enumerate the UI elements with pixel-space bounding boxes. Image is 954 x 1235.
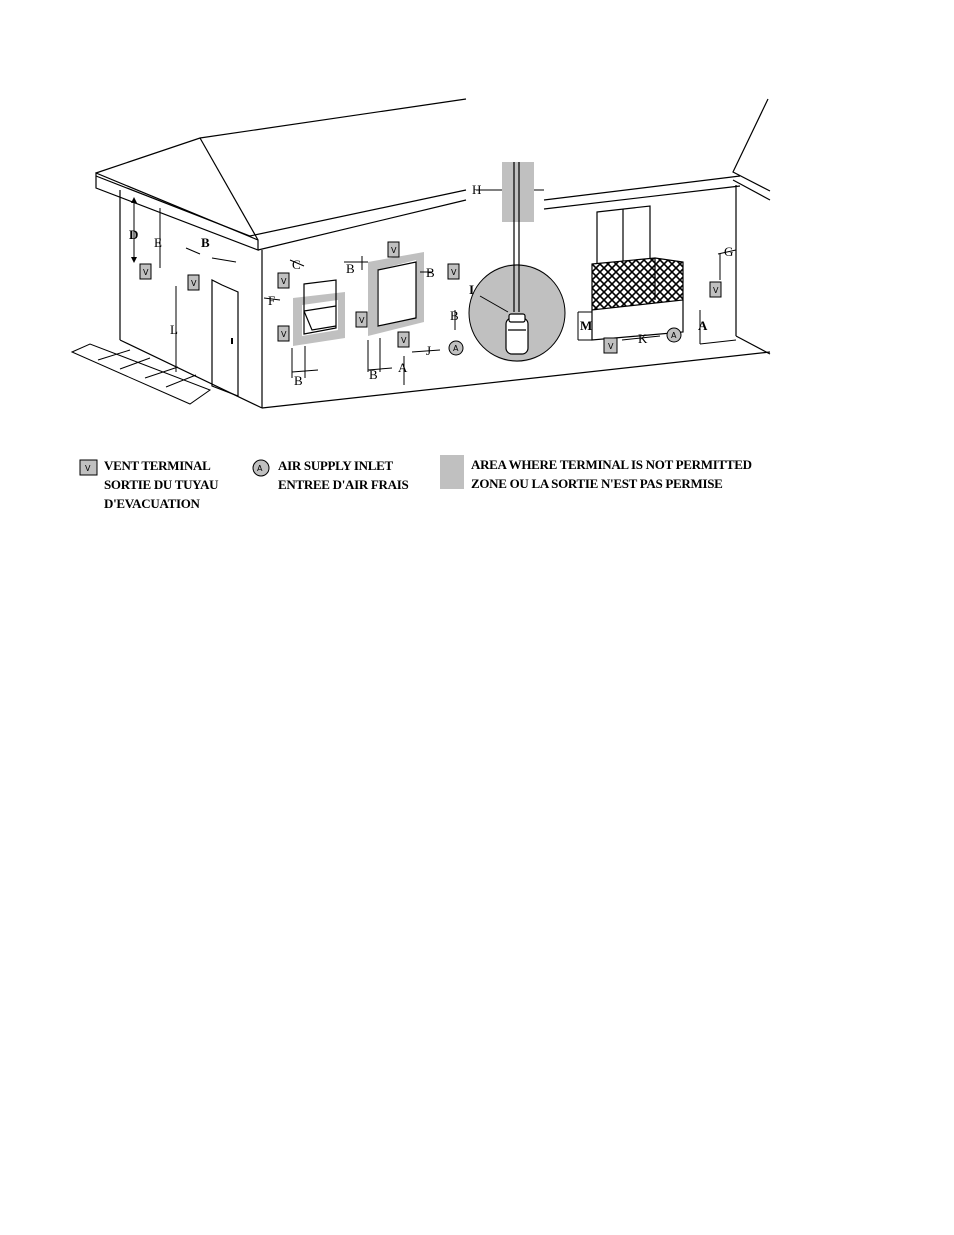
svg-text:V: V bbox=[85, 464, 91, 473]
balcony bbox=[592, 206, 683, 340]
vent-terminal-icon bbox=[398, 332, 409, 347]
label-b-2: B bbox=[294, 373, 303, 388]
ground bbox=[72, 344, 210, 404]
label-l: L bbox=[170, 322, 178, 337]
svg-text:V: V bbox=[451, 268, 457, 277]
legend-line: ZONE OU LA SORTIE N'EST PAS PERMISE bbox=[471, 476, 723, 491]
vent-terminal-legend-text bbox=[104, 456, 218, 513]
vent-terminal-legend-icon bbox=[79, 459, 99, 477]
vent-terminal-icon bbox=[710, 282, 721, 297]
label-j: J bbox=[426, 343, 432, 358]
air-supply-legend-text bbox=[278, 456, 408, 494]
legend-line: AIR SUPPLY INLET bbox=[278, 458, 393, 473]
label-a-1: A bbox=[398, 360, 408, 375]
vent-terminal-icon bbox=[278, 273, 289, 288]
label-d: D bbox=[129, 227, 139, 242]
label-m: M bbox=[580, 318, 593, 333]
label-e: E bbox=[154, 235, 162, 250]
svg-text:V: V bbox=[713, 286, 719, 295]
legend-line: D'EVACUATION bbox=[104, 496, 200, 511]
label-b-6: B bbox=[369, 367, 378, 382]
svg-text:V: V bbox=[401, 336, 407, 345]
label-c: C bbox=[292, 257, 301, 272]
air-supply-legend-icon bbox=[251, 458, 271, 478]
vent-terminal-icon bbox=[140, 264, 151, 279]
vent-clearance-diagram bbox=[0, 0, 954, 440]
label-b-5: B bbox=[450, 308, 459, 323]
legend-line: ENTREE D'AIR FRAIS bbox=[278, 477, 409, 492]
legend-line: SORTIE DU TUYAU bbox=[104, 477, 219, 492]
label-k: K bbox=[638, 331, 648, 346]
label-b-3: B bbox=[346, 261, 355, 276]
legend-line: VENT TERMINAL bbox=[104, 458, 211, 473]
vent-terminal-icon bbox=[356, 312, 367, 327]
label-i: I bbox=[469, 282, 475, 297]
label-h: H bbox=[472, 182, 482, 197]
air-supply-icon bbox=[667, 328, 681, 342]
label-g: G bbox=[724, 244, 734, 259]
label-b-1: B bbox=[201, 235, 210, 250]
svg-text:V: V bbox=[281, 277, 287, 286]
vent-terminal-icon bbox=[604, 338, 617, 353]
legend-line: AREA WHERE TERMINAL IS NOT PERMITTED bbox=[471, 457, 752, 472]
svg-text:V: V bbox=[143, 268, 149, 277]
svg-text:A: A bbox=[453, 344, 459, 353]
svg-text:V: V bbox=[281, 330, 287, 339]
restricted-area-legend-text bbox=[471, 455, 752, 493]
vent-terminal-icon bbox=[448, 264, 459, 279]
restricted-area-legend-swatch bbox=[440, 455, 464, 489]
vent-terminal-icon bbox=[278, 326, 289, 341]
label-f: F bbox=[268, 293, 276, 308]
vent-terminal-icon bbox=[188, 275, 199, 290]
svg-text:A: A bbox=[671, 331, 677, 340]
air-supply-icon bbox=[449, 341, 463, 355]
svg-text:V: V bbox=[608, 342, 614, 351]
svg-text:V: V bbox=[391, 246, 397, 255]
svg-text:A: A bbox=[257, 464, 263, 473]
house bbox=[96, 99, 770, 408]
label-a-2: A bbox=[698, 318, 708, 333]
vent-terminal-icon bbox=[388, 242, 399, 257]
svg-text:V: V bbox=[359, 316, 365, 325]
door bbox=[212, 280, 238, 396]
svg-text:V: V bbox=[191, 279, 197, 288]
label-b-4: B bbox=[426, 265, 435, 280]
